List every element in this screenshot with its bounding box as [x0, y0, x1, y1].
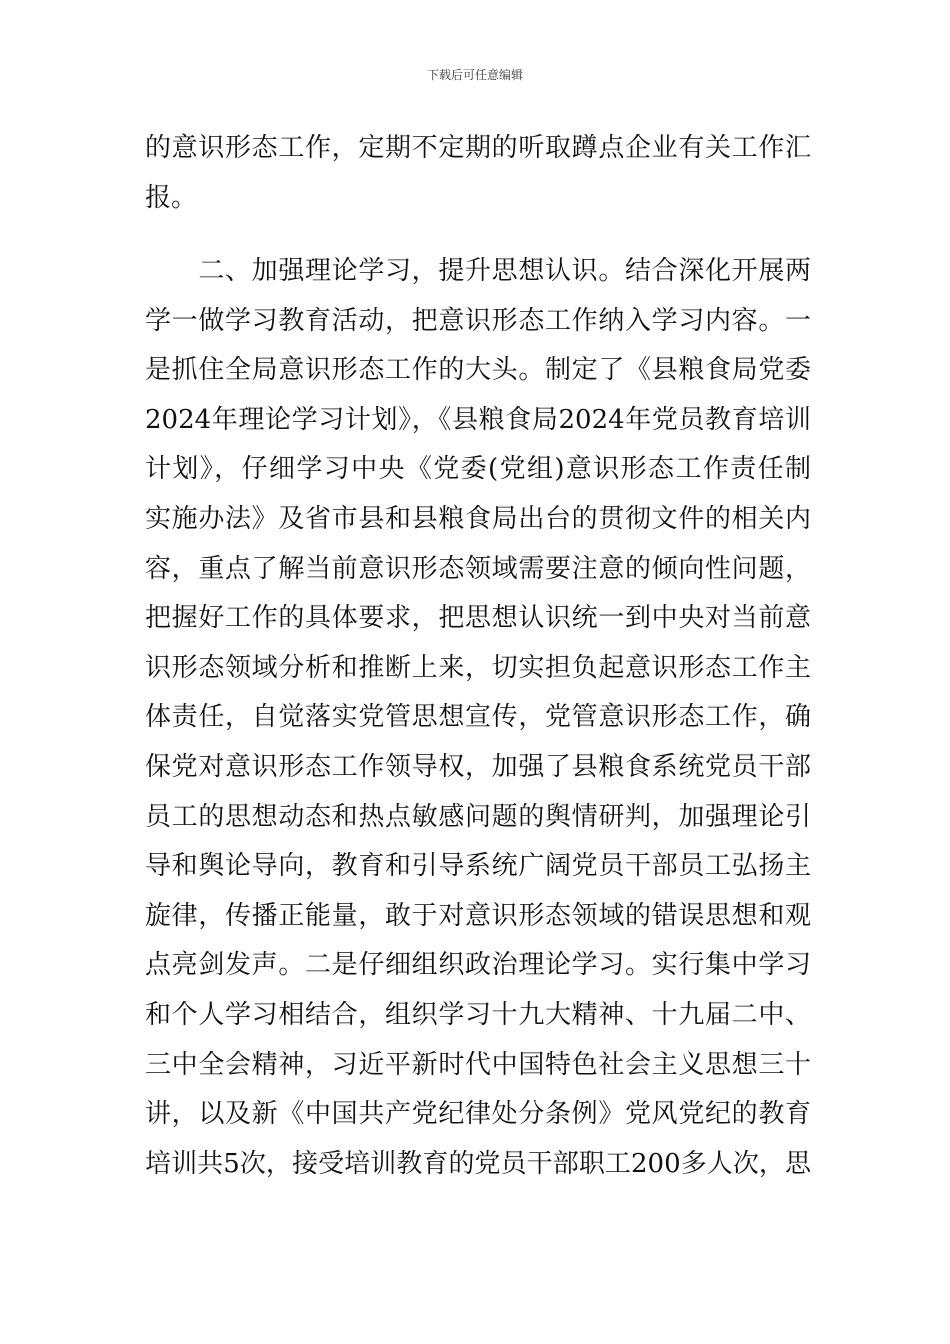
text-line: 二、加强理论学习，提升思想认识。结合深化开展两 — [145, 256, 811, 286]
text-line: 计划》，仔细学习中央《党委(党组)意识形态工作责任制 — [145, 454, 811, 485]
page-header: 下载后可任意编辑 — [426, 68, 523, 82]
text-line: 三中全会精神，习近平新时代中国特色社会主义思想三十 — [145, 1049, 811, 1080]
text-line: 讲，以及新《中国共产党纪律处分条例》党风党纪的教育 — [145, 1099, 811, 1130]
text-line: 培训共5次，接受培训教育的党员干部职工200多人次，思 — [145, 1148, 811, 1179]
text-line: 导和舆论导向，教育和引导系统广阔党员干部员工弘扬主 — [145, 851, 811, 882]
text-line: 实施办法》及省市县和县粮食局出台的贯彻文件的相关内 — [145, 503, 811, 534]
paragraph-2 — [145, 247, 811, 1189]
text-line: 的意识形态工作，定期不定期的听取蹲点企业有关工作汇 — [145, 133, 811, 163]
text-line: 是抓住全局意识形态工作的大头。制定了《县粮食局党委 — [145, 355, 811, 386]
text-line: 识形态领域分析和推断上来，切实担负起意识形态工作主 — [145, 652, 811, 683]
text-line: 员工的思想动态和热点敏感问题的舆情研判，加强理论引 — [145, 801, 811, 832]
text-line: 2024年理论学习计划》，《县粮食局2024年党员教育培训 — [145, 404, 811, 435]
text-line: 报。 — [145, 182, 198, 213]
text-line: 学一做学习教育活动，把意识形态工作纳入学习内容。一 — [145, 305, 811, 336]
paragraph-1 — [145, 124, 811, 223]
text-line: 把握好工作的具体要求，把思想认识统一到中央对当前意 — [145, 603, 811, 634]
text-line: 和个人学习相结合，组织学习十九大精神、十九届二中、 — [145, 999, 811, 1030]
text-line: 体责任，自觉落实党管思想宣传，党管意识形态工作，确 — [145, 702, 811, 733]
text-line: 旋律，传播正能量，敢于对意识形态领域的错误思想和观 — [145, 900, 811, 931]
text-line: 保党对意识形态工作领导权，加强了县粮食系统党员干部 — [145, 751, 811, 782]
text-line: 容，重点了解当前意识形态领域需要注意的倾向性问题， — [145, 553, 811, 584]
text-line: 点亮剑发声。二是仔细组织政治理论学习。实行集中学习 — [145, 950, 811, 981]
